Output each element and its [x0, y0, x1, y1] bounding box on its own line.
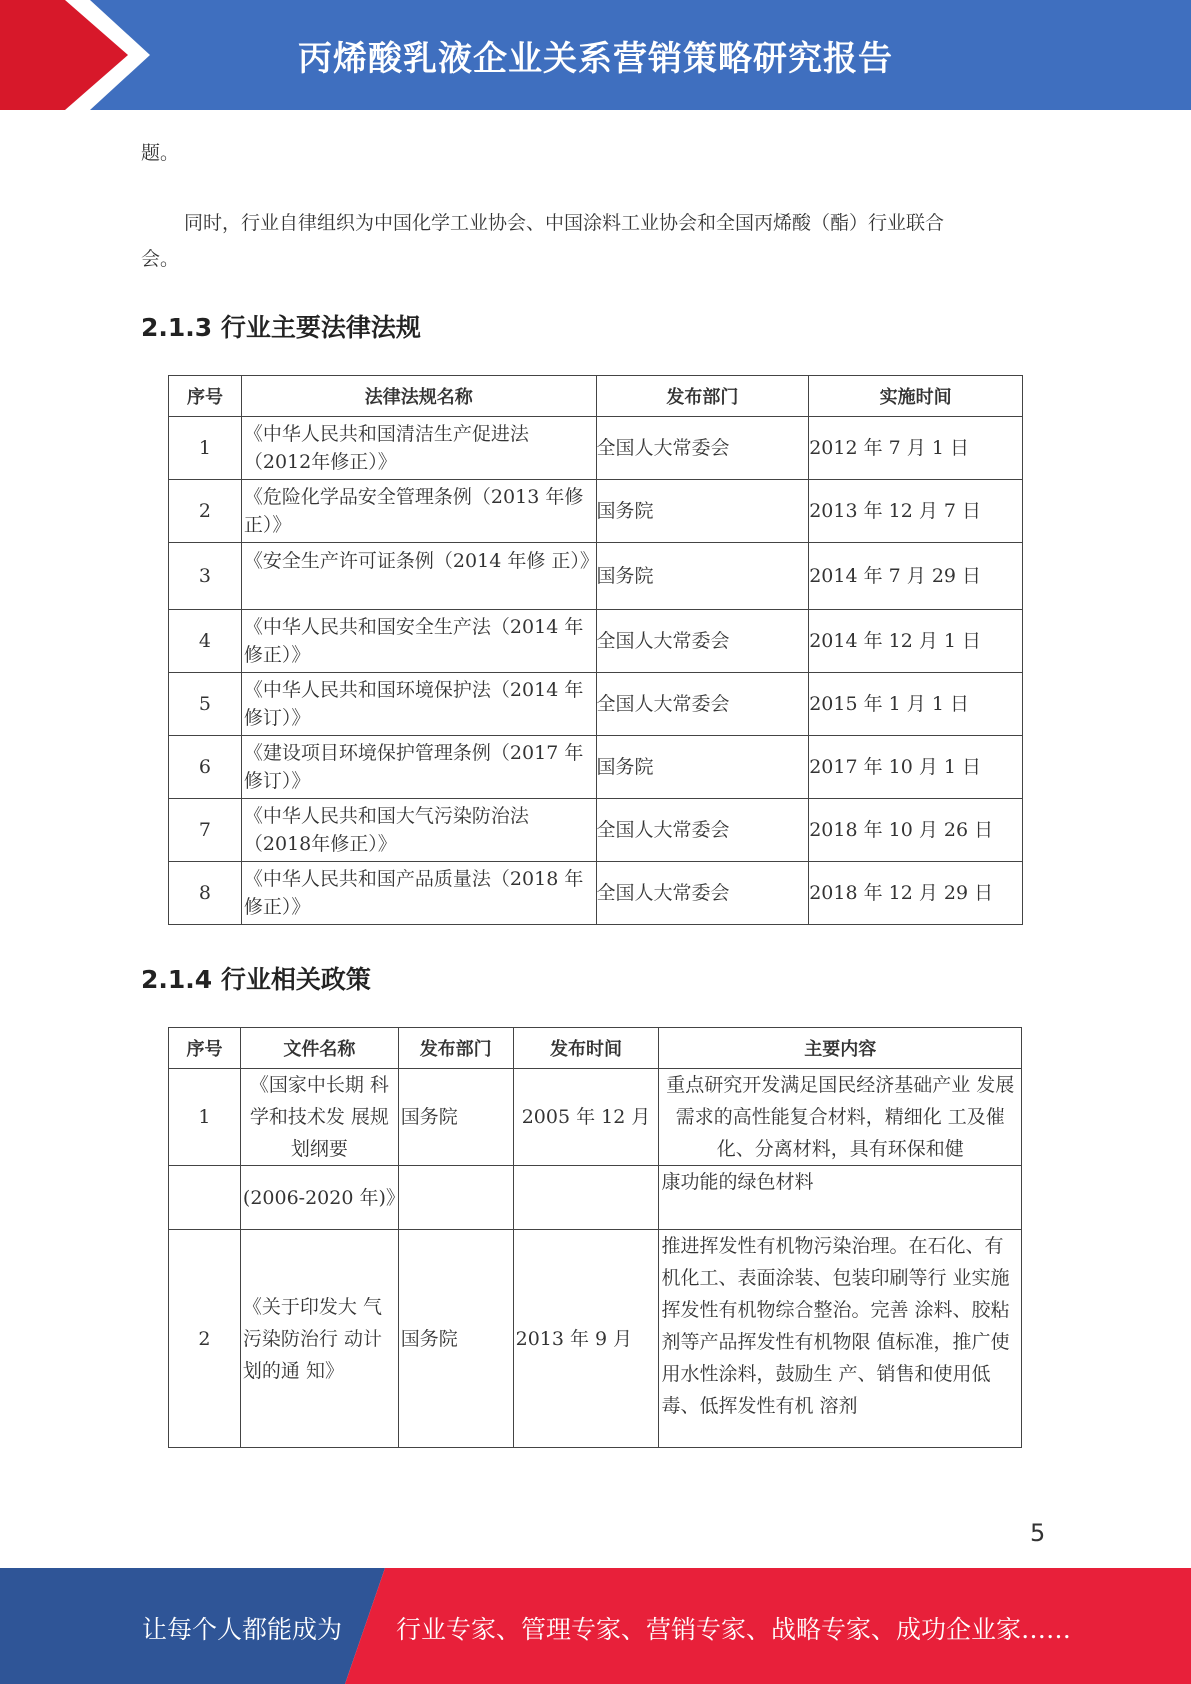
row-date: 2012 年 7 月 1 日 — [809, 417, 1023, 480]
row-no-empty — [169, 1166, 241, 1230]
row-no: 6 — [169, 736, 242, 799]
row-dept: 全国人大常委会 — [596, 673, 809, 736]
policy-table — [168, 1027, 1022, 1448]
table-header-row — [169, 376, 1023, 417]
row-date: 2014 年 7 月 29 日 — [809, 543, 1023, 610]
row-no: 4 — [169, 610, 242, 673]
row-date: 2013 年 9 月 — [513, 1230, 659, 1448]
row-law-name: 《建设项目环境保护管理条例（2017 年修订）》 — [241, 736, 596, 799]
row-doc-name-continued: (2006-2020 年)》 — [240, 1166, 398, 1230]
row-no: 1 — [169, 417, 242, 480]
table-row — [169, 480, 1023, 543]
row-date-empty — [513, 1166, 659, 1230]
row-no: 1 — [169, 1069, 241, 1166]
footer-slogan-left: 让每个人都能成为 — [142, 1615, 343, 1644]
table-row — [169, 417, 1023, 480]
row-law-name: 《中华人民共和国大气污染防治法（2018年修正）》 — [241, 799, 596, 862]
row-doc-name: 《关于印发大 气污染防治行 动计划的通 知》 — [240, 1230, 398, 1448]
row-no: 2 — [169, 1230, 241, 1448]
row-dept: 全国人大常委会 — [596, 610, 809, 673]
paragraph-tail: 题。 — [141, 142, 180, 164]
section-heading-2-1-4: 2.1.4 行业相关政策 — [141, 965, 371, 994]
row-no: 2 — [169, 480, 242, 543]
row-dept: 国务院 — [398, 1230, 513, 1448]
table-row — [169, 862, 1023, 925]
row-content: 推进挥发性有机物污染治理。在石化、有机化工、表面涂装、包装印刷等行 业实施挥发性有机物综合整治。完善 涂料、胶粘剂等产品挥发性有机物限 值标准，推广使用水性涂料，鼓励生 产、销售和使用低毒、低挥发性有机 溶剂 — [659, 1230, 1022, 1448]
col-header-no: 序号 — [169, 1028, 241, 1069]
row-date: 2014 年 12 月 1 日 — [809, 610, 1023, 673]
row-dept: 国务院 — [596, 543, 809, 610]
col-header-doc-name: 文件名称 — [240, 1028, 398, 1069]
table-row — [169, 610, 1023, 673]
laws-table — [168, 375, 1023, 925]
page-number: 5 — [1030, 1519, 1046, 1547]
row-law-name: 《中华人民共和国产品质量法（2018 年修正）》 — [241, 862, 596, 925]
row-date: 2018 年 10 月 26 日 — [809, 799, 1023, 862]
footer-slogan-right: 行业专家、管理专家、营销专家、战略专家、成功企业家…… — [396, 1615, 1072, 1644]
paragraph-line-2: 会。 — [141, 248, 180, 270]
col-header-name: 法律法规名称 — [241, 376, 596, 417]
col-header-no: 序号 — [169, 376, 242, 417]
row-law-name: 《中华人民共和国环境保护法（2014 年修订）》 — [241, 673, 596, 736]
row-no: 3 — [169, 543, 242, 610]
row-dept: 全国人大常委会 — [596, 799, 809, 862]
row-dept: 国务院 — [398, 1069, 513, 1166]
table-row — [169, 736, 1023, 799]
row-no: 8 — [169, 862, 242, 925]
table-row — [169, 799, 1023, 862]
table-row — [169, 543, 1023, 610]
table-row — [169, 1166, 1022, 1230]
report-title: 丙烯酸乳液企业关系营销策略研究报告 — [298, 38, 893, 79]
row-date: 2005 年 12 月 — [513, 1069, 659, 1166]
col-header-dept: 发布部门 — [398, 1028, 513, 1069]
col-header-content: 主要内容 — [659, 1028, 1022, 1069]
page-header — [0, 0, 1191, 110]
row-dept: 全国人大常委会 — [596, 862, 809, 925]
row-dept: 国务院 — [596, 480, 809, 543]
row-date: 2013 年 12 月 7 日 — [809, 480, 1023, 543]
col-header-dept: 发布部门 — [596, 376, 809, 417]
row-doc-name: 《国家中长期 科学和技术发 展规划纲要 — [240, 1069, 398, 1166]
row-content-continued: 康功能的绿色材料 — [659, 1166, 1022, 1230]
row-law-name: 《危险化学品安全管理条例（2013 年修正）》 — [241, 480, 596, 543]
col-header-date: 发布时间 — [513, 1028, 659, 1069]
row-no: 7 — [169, 799, 242, 862]
row-dept: 国务院 — [596, 736, 809, 799]
row-no: 5 — [169, 673, 242, 736]
row-date: 2017 年 10 月 1 日 — [809, 736, 1023, 799]
row-dept-empty — [398, 1166, 513, 1230]
table-row — [169, 1069, 1022, 1166]
col-header-date: 实施时间 — [809, 376, 1023, 417]
row-law-name: 《安全生产许可证条例（2014 年修 正）》 — [241, 543, 596, 610]
row-date: 2018 年 12 月 29 日 — [809, 862, 1023, 925]
row-law-name: 《中华人民共和国安全生产法（2014 年修正）》 — [241, 610, 596, 673]
row-content: 重点研究开发满足国民经济基础产业 发展需求的高性能复合材料，精细化 工及催化、分离材料，具有环保和健 — [659, 1069, 1022, 1166]
row-dept: 全国人大常委会 — [596, 417, 809, 480]
section-heading-2-1-3: 2.1.3 行业主要法律法规 — [141, 313, 421, 342]
table-header-row — [169, 1028, 1022, 1069]
row-date: 2015 年 1 月 1 日 — [809, 673, 1023, 736]
table-row — [169, 1230, 1022, 1448]
row-law-name: 《中华人民共和国清洁生产促进法（2012年修正）》 — [241, 417, 596, 480]
table-row — [169, 673, 1023, 736]
paragraph-line-1: 同时，行业自律组织为中国化学工业协会、中国涂料工业协会和全国丙烯酸（酯）行业联合 — [184, 212, 945, 234]
